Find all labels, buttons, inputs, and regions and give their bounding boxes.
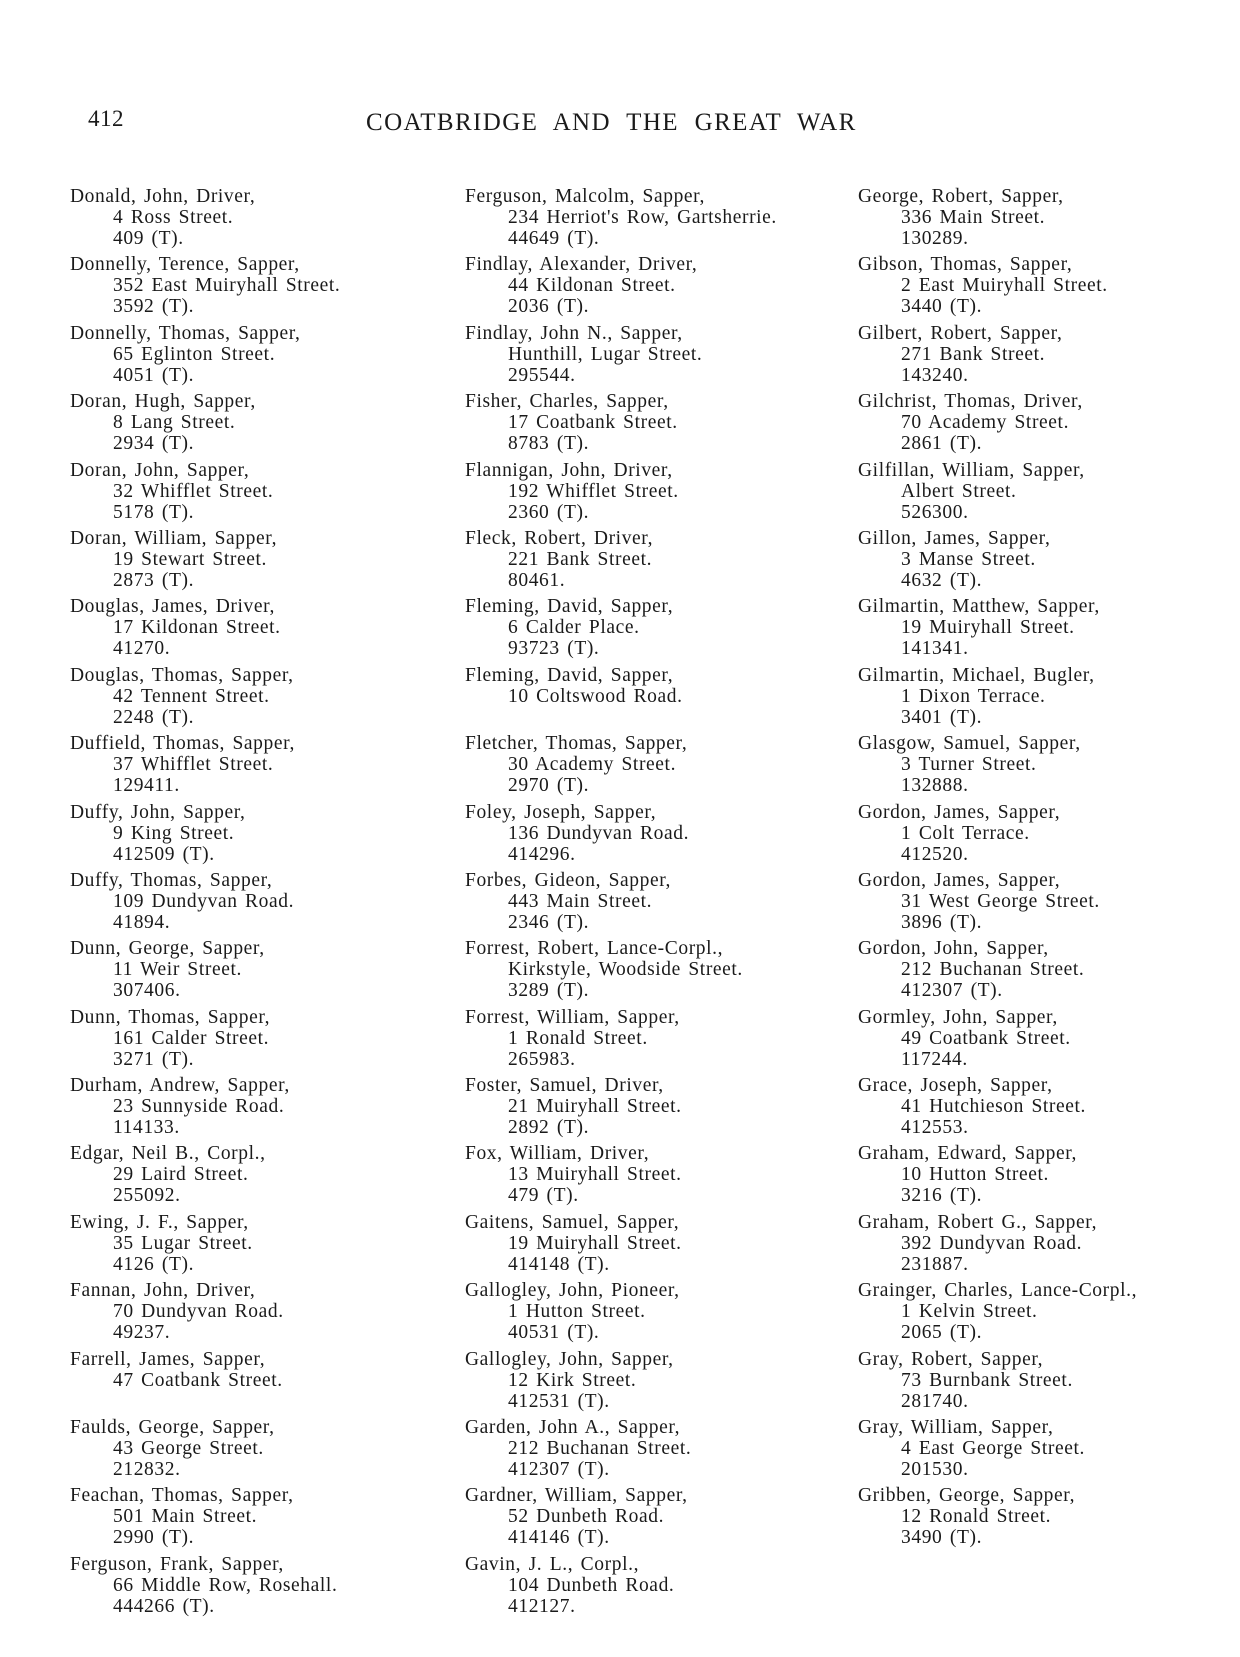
entry-address: 136 Dundyvan Road. (508, 822, 690, 844)
entry-name: Findlay, John N., Sapper, (465, 322, 683, 344)
entry-service-number: 3896 (T). (901, 911, 983, 933)
roll-entry (858, 391, 1218, 459)
entry-service-number: 255092. (113, 1185, 181, 1207)
column-2 (465, 186, 835, 1622)
roll-entry (465, 596, 835, 664)
entry-service-number: 412127. (508, 1595, 576, 1617)
entry-address: 44 Kildonan Street. (508, 275, 676, 297)
roll-entry (858, 1280, 1218, 1348)
entry-address: 19 Stewart Street. (113, 548, 267, 570)
entry-name: Forbes, Gideon, Sapper, (465, 869, 672, 891)
roll-entry (858, 1075, 1218, 1143)
roll-entry (465, 1007, 835, 1075)
entry-service-number: 3490 (T). (901, 1527, 983, 1549)
entry-address: 13 Muiryhall Street. (508, 1164, 682, 1186)
roll-entry (70, 596, 430, 664)
entry-service-number: 117244. (901, 1048, 968, 1070)
entry-address: 17 Coatbank Street. (508, 412, 678, 434)
entry-service-number: 2892 (T). (508, 1117, 590, 1139)
entry-address: 161 Calder Street. (113, 1027, 270, 1049)
roll-entry (858, 1349, 1218, 1417)
entry-address: 234 Herriot's Row, Gartsherrie. (508, 207, 777, 228)
entry-service-number: 41894. (113, 911, 171, 933)
roll-entry (70, 733, 430, 801)
entry-name: Foley, Joseph, Sapper, (465, 801, 657, 823)
entry-address: Hunthill, Lugar Street. (508, 343, 703, 365)
roll-entry (465, 1485, 835, 1553)
entry-name: Farrell, James, Sapper, (70, 1348, 266, 1370)
entry-service-number: 4126 (T). (113, 1253, 195, 1275)
roll-entry (70, 1143, 430, 1211)
entry-service-number: 412307 (T). (508, 1459, 610, 1481)
entry-service-number: 114133. (113, 1117, 180, 1139)
entry-service-number: 412509 (T). (113, 843, 215, 865)
entry-service-number: 414146 (T). (508, 1527, 610, 1549)
entry-service-number: 130289. (901, 228, 969, 249)
entry-name: Gilmartin, Michael, Bugler, (858, 664, 1095, 686)
entry-address: 352 East Muiryhall Street. (113, 275, 341, 297)
entry-name: Donnelly, Terence, Sapper, (70, 254, 300, 276)
entry-name: Faulds, George, Sapper, (70, 1417, 275, 1439)
entry-service-number: 479 (T). (508, 1185, 579, 1207)
entry-service-number: 3271 (T). (113, 1048, 195, 1070)
entry-address: 212 Buchanan Street. (901, 959, 1085, 981)
entry-service-number: 5178 (T). (113, 501, 195, 523)
entry-address: 70 Academy Street. (901, 412, 1070, 434)
roll-entry (465, 870, 835, 938)
roll-entry (465, 460, 835, 528)
entry-name: Gormley, John, Sapper, (858, 1006, 1058, 1028)
entry-address: 192 Whifflet Street. (508, 480, 679, 502)
entry-name: Findlay, Alexander, Driver, (465, 254, 698, 276)
entry-name: Gilfillan, William, Sapper, (858, 459, 1085, 481)
entry-service-number: 93723 (T). (508, 638, 600, 660)
entry-address: 9 King Street. (113, 822, 235, 844)
entry-name: Ewing, J. F., Sapper, (70, 1211, 249, 1233)
entry-address: 1 Ronald Street. (508, 1027, 648, 1049)
roll-entry (858, 665, 1218, 733)
entry-name: Grainger, Charles, Lance-Corpl., (858, 1280, 1138, 1302)
column-3 (858, 186, 1218, 1554)
entry-address: 21 Muiryhall Street. (508, 1096, 682, 1118)
roll-entry (70, 460, 430, 528)
entry-service-number: 414296. (508, 843, 576, 865)
entry-name: Foster, Samuel, Driver, (465, 1075, 664, 1097)
roll-entry (70, 186, 430, 254)
entry-name: Duffy, John, Sapper, (70, 801, 246, 823)
entry-name: Graham, Edward, Sapper, (858, 1143, 1077, 1165)
entry-address: 31 West George Street. (901, 890, 1100, 912)
roll-entry (858, 938, 1218, 1006)
entry-service-number: 444266 (T). (113, 1595, 215, 1617)
entry-name: Forrest, William, Sapper, (465, 1006, 680, 1028)
roll-entry (465, 1417, 835, 1485)
entry-address: 66 Middle Row, Rosehall. (113, 1574, 338, 1596)
entry-address: 52 Dunbeth Road. (508, 1506, 665, 1528)
running-title: COATBRIDGE AND THE GREAT WAR (366, 109, 857, 136)
entry-name: Fleming, David, Sapper, (465, 664, 674, 686)
entry-name: Douglas, James, Driver, (70, 596, 275, 618)
roll-entry (70, 1349, 430, 1417)
entry-name: Duffy, Thomas, Sapper, (70, 869, 273, 891)
entry-name: Gallogley, John, Pioneer, (465, 1280, 680, 1302)
entry-name: Graham, Robert G., Sapper, (858, 1211, 1098, 1233)
roll-entry (70, 323, 430, 391)
entry-address: Albert Street. (901, 480, 1017, 502)
entry-address: 42 Tennent Street. (113, 685, 270, 707)
roll-entry (70, 1554, 430, 1622)
entry-address: 501 Main Street. (113, 1506, 258, 1528)
entry-service-number: 49237. (113, 1322, 171, 1344)
entry-name: Gribben, George, Sapper, (858, 1485, 1076, 1507)
entry-service-number: 412553. (901, 1117, 969, 1139)
entry-service-number: 281740. (901, 1390, 969, 1412)
roll-entry (465, 1349, 835, 1417)
entry-service-number: 3592 (T). (113, 296, 195, 318)
entry-name: Fox, William, Driver, (465, 1143, 650, 1165)
roll-entry (858, 596, 1218, 664)
entry-address: 1 Kelvin Street. (901, 1301, 1038, 1323)
entry-address: 2 East Muiryhall Street. (901, 275, 1108, 297)
entry-service-number: 4051 (T). (113, 364, 195, 386)
entry-address: 32 Whifflet Street. (113, 480, 274, 502)
entry-address: 65 Eglinton Street. (113, 343, 276, 365)
entry-name: Gray, William, Sapper, (858, 1417, 1054, 1439)
roll-entry (465, 391, 835, 459)
roll-entry (858, 1417, 1218, 1485)
entry-address: 41 Hutchieson Street. (901, 1096, 1087, 1118)
entry-service-number: 307406. (113, 980, 181, 1002)
entry-service-number: 212832. (113, 1459, 181, 1481)
entry-address: 336 Main Street. (901, 207, 1046, 228)
entry-name: Glasgow, Samuel, Sapper, (858, 733, 1081, 755)
entry-address: 1 Colt Terrace. (901, 822, 1030, 844)
entry-service-number: 412531 (T). (508, 1390, 610, 1412)
entry-name: Gordon, John, Sapper, (858, 938, 1049, 960)
entry-address: 4 Ross Street. (113, 207, 234, 228)
entry-address: 104 Dunbeth Road. (508, 1574, 675, 1596)
entry-address: 43 George Street. (113, 1438, 264, 1460)
roll-entry (858, 1212, 1218, 1280)
roll-entry (858, 460, 1218, 528)
entry-name: Gaitens, Samuel, Sapper, (465, 1211, 680, 1233)
entry-address: 23 Sunnyside Road. (113, 1096, 285, 1118)
roll-entry (70, 391, 430, 459)
entry-name: Gilchrist, Thomas, Driver, (858, 391, 1083, 413)
entry-service-number: 295544. (508, 364, 576, 386)
roll-entry (70, 1417, 430, 1485)
entry-name: Doran, John, Sapper, (70, 459, 250, 481)
entry-name: Gordon, James, Sapper, (858, 801, 1061, 823)
page-number: 412 (88, 106, 124, 131)
roll-entry (70, 1075, 430, 1143)
entry-service-number: 3216 (T). (901, 1185, 983, 1207)
roll-entry (465, 1554, 835, 1622)
roll-entry (465, 323, 835, 391)
entry-address: 109 Dundyvan Road. (113, 890, 295, 912)
entry-address: 30 Academy Street. (508, 754, 677, 776)
entry-name: Gallogley, John, Sapper, (465, 1348, 674, 1370)
roll-entry (858, 802, 1218, 870)
roll-entry (70, 1280, 430, 1348)
entry-name: Dunn, Thomas, Sapper, (70, 1006, 271, 1028)
entry-address: 17 Kildonan Street. (113, 617, 281, 639)
entry-name: Durham, Andrew, Sapper, (70, 1075, 290, 1097)
entry-address: 35 Lugar Street. (113, 1232, 253, 1254)
roll-entry (858, 870, 1218, 938)
entry-address: 70 Dundyvan Road. (113, 1301, 284, 1323)
roll-entry (70, 938, 430, 1006)
entry-service-number: 409 (T). (113, 228, 184, 249)
entry-service-number: 80461. (508, 569, 566, 591)
roll-entry (70, 665, 430, 733)
entry-name: Fletcher, Thomas, Sapper, (465, 733, 688, 755)
roll-entry (465, 938, 835, 1006)
entry-service-number: 3440 (T). (901, 296, 983, 318)
entry-address: 37 Whifflet Street. (113, 754, 274, 776)
entry-service-number: 3401 (T). (901, 706, 983, 728)
column-1 (70, 186, 430, 1622)
entry-service-number: 412307 (T). (901, 980, 1003, 1002)
entry-name: Fisher, Charles, Sapper, (465, 391, 669, 413)
entry-address: 11 Weir Street. (113, 959, 242, 981)
entry-address: 8 Lang Street. (113, 412, 236, 434)
entry-name: Fannan, John, Driver, (70, 1280, 256, 1302)
roll-entry (858, 254, 1218, 322)
roll-entry (70, 802, 430, 870)
entry-service-number: 40531 (T). (508, 1322, 600, 1344)
roll-entry (465, 1075, 835, 1143)
roll-entry (858, 323, 1218, 391)
entry-name: Dunn, George, Sapper, (70, 938, 265, 960)
entry-service-number: 8783 (T). (508, 433, 590, 455)
entry-service-number: 2360 (T). (508, 501, 590, 523)
entry-address: 4 East George Street. (901, 1438, 1085, 1460)
roll-entry (858, 733, 1218, 801)
entry-address: 47 Coatbank Street. (113, 1369, 283, 1391)
entry-name: Gibson, Thomas, Sapper, (858, 254, 1073, 276)
entry-service-number: 526300. (901, 501, 969, 523)
entry-name: Gardner, William, Sapper, (465, 1485, 688, 1507)
roll-entry (858, 528, 1218, 596)
roll-entry (858, 1485, 1218, 1553)
entry-name: Feachan, Thomas, Sapper, (70, 1485, 294, 1507)
entry-address: 3 Turner Street. (901, 754, 1037, 776)
entry-address: 392 Dundyvan Road. (901, 1232, 1083, 1254)
entry-name: Gilbert, Robert, Sapper, (858, 322, 1063, 344)
roll-entry (858, 1143, 1218, 1211)
entry-address: 19 Muiryhall Street. (508, 1232, 682, 1254)
entry-name: Douglas, Thomas, Sapper, (70, 664, 294, 686)
roll-entry (465, 254, 835, 322)
entry-address: 10 Hutton Street. (901, 1164, 1049, 1186)
roll-entry (70, 1007, 430, 1075)
roll-entry (858, 186, 1218, 254)
entry-address: 1 Hutton Street. (508, 1301, 646, 1323)
roll-entry (858, 1007, 1218, 1075)
roll-entry (70, 870, 430, 938)
entry-name: Garden, John A., Sapper, (465, 1417, 681, 1439)
entry-service-number: 132888. (901, 775, 969, 797)
entry-service-number: 201530. (901, 1459, 969, 1481)
entry-address: 1 Dixon Terrace. (901, 685, 1046, 707)
entry-address: 73 Burnbank Street. (901, 1369, 1073, 1391)
entry-address: 221 Bank Street. (508, 548, 653, 570)
entry-service-number: 3289 (T). (508, 980, 590, 1002)
roll-entry (465, 1280, 835, 1348)
roll-entry (465, 528, 835, 596)
entry-service-number: 2346 (T). (508, 911, 590, 933)
entry-name: Gillon, James, Sapper, (858, 527, 1051, 549)
entry-service-number: 2873 (T). (113, 569, 195, 591)
entry-name: Donnelly, Thomas, Sapper, (70, 322, 301, 344)
entry-name: Flannigan, John, Driver, (465, 459, 673, 481)
entry-name: Edgar, Neil B., Corpl., (70, 1143, 266, 1165)
entry-name: Fleming, David, Sapper, (465, 596, 674, 618)
roll-entry (70, 1212, 430, 1280)
entry-address: 3 Manse Street. (901, 548, 1036, 570)
entry-name: Gilmartin, Matthew, Sapper, (858, 596, 1100, 618)
entry-name: Duffield, Thomas, Sapper, (70, 733, 295, 755)
entry-address: 10 Coltswood Road. (508, 685, 683, 707)
entry-service-number: 141341. (901, 638, 969, 660)
entry-address: Kirkstyle, Woodside Street. (508, 959, 743, 981)
entry-name: Doran, Hugh, Sapper, (70, 391, 256, 413)
entry-service-number: 2990 (T). (113, 1527, 195, 1549)
entry-name: Forrest, Robert, Lance-Corpl., (465, 938, 724, 960)
entry-service-number: 2861 (T). (901, 433, 983, 455)
entry-name: George, Robert, Sapper, (858, 186, 1064, 207)
entry-address: 19 Muiryhall Street. (901, 617, 1075, 639)
roll-entry (70, 1485, 430, 1553)
entry-service-number: 265983. (508, 1048, 576, 1070)
entry-service-number: 44649 (T). (508, 228, 600, 249)
roll-entry (465, 802, 835, 870)
entry-address: 49 Coatbank Street. (901, 1027, 1071, 1049)
entry-name: Ferguson, Frank, Sapper, (70, 1553, 284, 1575)
entry-name: Fleck, Robert, Driver, (465, 527, 654, 549)
entry-name: Grace, Joseph, Sapper, (858, 1075, 1053, 1097)
entry-service-number: 41270. (113, 638, 171, 660)
entry-service-number: 2970 (T). (508, 775, 590, 797)
roll-entry (465, 186, 835, 254)
entry-service-number: 2065 (T). (901, 1322, 983, 1344)
entry-address: 212 Buchanan Street. (508, 1438, 692, 1460)
entry-service-number: 4632 (T). (901, 569, 983, 591)
entry-service-number: 231887. (901, 1253, 969, 1275)
entry-name: Gavin, J. L., Corpl., (465, 1553, 640, 1575)
entry-address: 271 Bank Street. (901, 343, 1046, 365)
entry-address: 6 Calder Place. (508, 617, 640, 639)
roll-entry (465, 1212, 835, 1280)
entry-name: Ferguson, Malcolm, Sapper, (465, 186, 705, 207)
entry-service-number: 143240. (901, 364, 969, 386)
entry-address: 12 Ronald Street. (901, 1506, 1052, 1528)
entry-address: 29 Laird Street. (113, 1164, 249, 1186)
entry-service-number: 412520. (901, 843, 969, 865)
entry-name: Donald, John, Driver, (70, 186, 256, 207)
roll-entry (465, 1143, 835, 1211)
entry-address: 12 Kirk Street. (508, 1369, 637, 1391)
entry-service-number: 129411. (113, 775, 180, 797)
entry-address: 443 Main Street. (508, 890, 653, 912)
roll-entry (70, 254, 430, 322)
entry-name: Gray, Robert, Sapper, (858, 1348, 1044, 1370)
entry-name: Gordon, James, Sapper, (858, 869, 1061, 891)
entry-service-number: 414148 (T). (508, 1253, 610, 1275)
entry-service-number: 2036 (T). (508, 296, 590, 318)
entry-service-number: 2934 (T). (113, 433, 195, 455)
roll-entry (70, 528, 430, 596)
roll-entry (465, 665, 835, 733)
entry-name: Doran, William, Sapper, (70, 527, 278, 549)
entry-service-number: 2248 (T). (113, 706, 195, 728)
roll-entry (465, 733, 835, 801)
